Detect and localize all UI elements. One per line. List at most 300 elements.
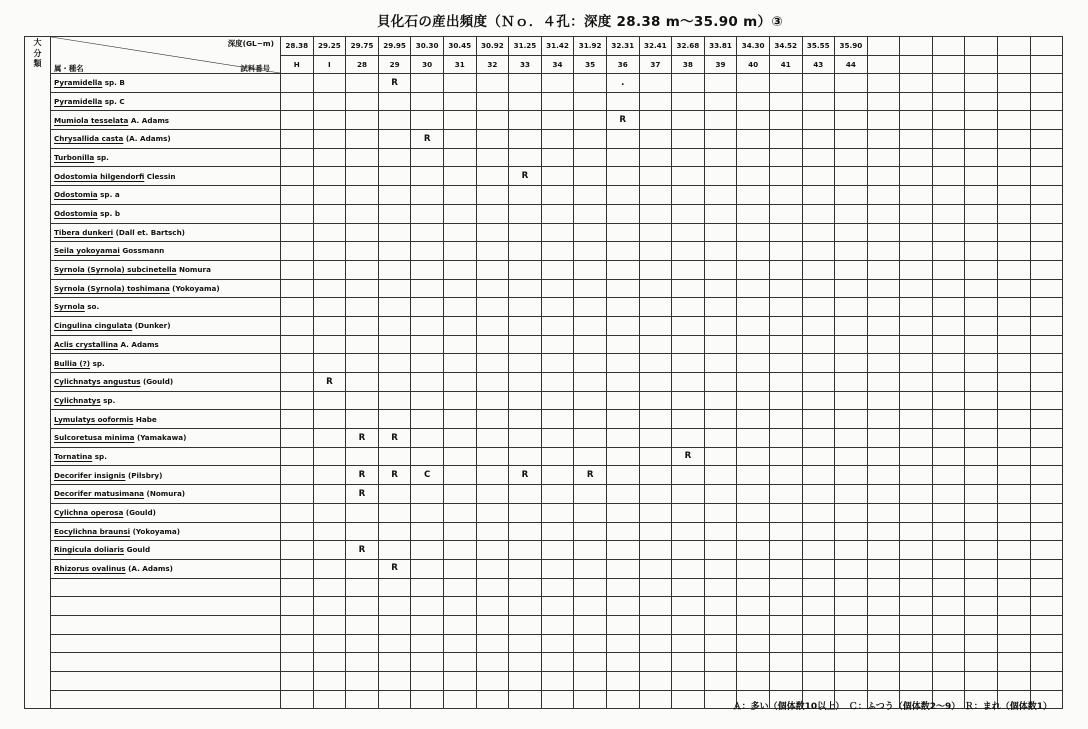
frequency-cell <box>769 223 802 242</box>
frequency-cell: R <box>378 466 411 485</box>
frequency-cell <box>672 148 705 167</box>
frequency-cell <box>476 148 509 167</box>
frequency-cell <box>281 316 314 335</box>
frequency-cell <box>802 335 835 354</box>
frequency-cell <box>672 391 705 410</box>
species-genus: Cylichnatys <box>54 395 101 405</box>
frequency-cell <box>867 204 900 223</box>
frequency-cell <box>672 429 705 448</box>
species-genus: Cingulina cingulata <box>54 321 133 331</box>
frequency-cell <box>867 242 900 261</box>
frequency-cell <box>281 111 314 130</box>
species-author: A. Adams <box>128 115 170 125</box>
frequency-cell <box>509 597 542 616</box>
frequency-cell <box>509 74 542 93</box>
frequency-cell <box>606 503 639 522</box>
species-row <box>25 429 1063 448</box>
frequency-cell <box>998 485 1031 504</box>
frequency-cell <box>998 279 1031 298</box>
frequency-cell <box>769 167 802 186</box>
frequency-cell <box>574 186 607 205</box>
frequency-cell <box>802 672 835 691</box>
frequency-cell <box>802 260 835 279</box>
frequency-cell <box>476 92 509 111</box>
depth-cell: 35.55 <box>802 37 835 56</box>
frequency-cell <box>606 204 639 223</box>
frequency-cell <box>802 130 835 149</box>
species-author: Gossmann <box>119 246 165 256</box>
species-name <box>51 429 281 448</box>
species-row <box>25 148 1063 167</box>
frequency-cell <box>900 316 933 335</box>
frequency-cell <box>509 148 542 167</box>
frequency-cell <box>541 92 574 111</box>
frequency-cell <box>476 466 509 485</box>
depth-label: 深度(GL−m) <box>227 39 274 48</box>
frequency-cell <box>1030 204 1063 223</box>
frequency-cell <box>476 204 509 223</box>
frequency-cell <box>476 634 509 653</box>
frequency-cell <box>769 74 802 93</box>
frequency-cell <box>672 167 705 186</box>
frequency-cell <box>574 242 607 261</box>
frequency-cell <box>346 597 379 616</box>
frequency-cell <box>900 354 933 373</box>
frequency-cell <box>476 503 509 522</box>
species-genus: Cylichnatys angustus <box>54 377 141 387</box>
species-row <box>25 672 1063 691</box>
frequency-cell <box>639 130 672 149</box>
frequency-cell <box>443 204 476 223</box>
frequency-cell <box>378 541 411 560</box>
frequency-cell <box>411 242 444 261</box>
frequency-cell <box>346 503 379 522</box>
frequency-cell <box>574 130 607 149</box>
frequency-cell <box>281 223 314 242</box>
frequency-cell <box>476 74 509 93</box>
frequency-cell <box>802 559 835 578</box>
frequency-cell <box>835 92 868 111</box>
frequency-cell <box>574 597 607 616</box>
frequency-cell <box>672 653 705 672</box>
frequency-cell <box>965 522 998 541</box>
frequency-cell <box>704 111 737 130</box>
frequency-cell <box>509 92 542 111</box>
frequency-cell <box>998 429 1031 448</box>
frequency-cell <box>541 260 574 279</box>
frequency-cell <box>900 111 933 130</box>
frequency-cell <box>574 373 607 392</box>
frequency-cell <box>998 186 1031 205</box>
species-row <box>25 373 1063 392</box>
frequency-cell <box>704 130 737 149</box>
depth-cell: 28.38 <box>281 37 314 56</box>
species-name <box>51 111 281 130</box>
frequency-cell <box>606 186 639 205</box>
frequency-cell <box>998 447 1031 466</box>
species-genus: Syrnola (Syrnola) subcinetella <box>54 265 177 275</box>
frequency-cell <box>737 111 770 130</box>
frequency-cell <box>998 373 1031 392</box>
frequency-cell <box>639 429 672 448</box>
sample-number-cell: 31 <box>443 55 476 74</box>
sample-number-cell: 34 <box>541 55 574 74</box>
species-name <box>51 391 281 410</box>
frequency-cell <box>574 335 607 354</box>
frequency-cell <box>672 559 705 578</box>
frequency-cell <box>346 447 379 466</box>
species-name <box>51 615 281 634</box>
frequency-cell <box>802 167 835 186</box>
frequency-cell <box>900 503 933 522</box>
frequency-cell <box>574 410 607 429</box>
species-name <box>51 74 281 93</box>
frequency-cell <box>769 522 802 541</box>
frequency-cell <box>313 485 346 504</box>
frequency-cell <box>411 690 444 709</box>
frequency-cell <box>574 148 607 167</box>
frequency-cell <box>378 634 411 653</box>
frequency-cell <box>998 204 1031 223</box>
frequency-cell <box>443 410 476 429</box>
frequency-cell <box>541 522 574 541</box>
frequency-cell <box>737 578 770 597</box>
frequency-cell <box>443 242 476 261</box>
frequency-cell <box>965 260 998 279</box>
frequency-cell <box>541 466 574 485</box>
frequency-cell <box>346 74 379 93</box>
frequency-cell <box>443 260 476 279</box>
frequency-cell <box>932 522 965 541</box>
frequency-cell <box>704 391 737 410</box>
frequency-cell <box>443 634 476 653</box>
frequency-cell <box>900 672 933 691</box>
species-genus: Chrysallida casta <box>54 134 124 144</box>
frequency-cell <box>998 503 1031 522</box>
species-author: (A. Adams) <box>125 564 173 574</box>
species-genus: Mumiola tesselata <box>54 115 129 125</box>
frequency-cell <box>965 316 998 335</box>
frequency-cell <box>443 148 476 167</box>
frequency-cell <box>313 316 346 335</box>
frequency-cell <box>639 242 672 261</box>
frequency-cell <box>769 373 802 392</box>
sample-number-cell: 36 <box>606 55 639 74</box>
frequency-cell <box>932 92 965 111</box>
species-author: so. <box>84 302 100 312</box>
frequency-cell <box>900 653 933 672</box>
frequency-cell <box>867 373 900 392</box>
species-name <box>51 92 281 111</box>
sample-number-cell <box>1030 55 1063 74</box>
frequency-cell <box>737 223 770 242</box>
frequency-cell <box>476 672 509 691</box>
frequency-cell <box>769 204 802 223</box>
species-author: (Dunker) <box>132 321 171 331</box>
frequency-cell <box>835 429 868 448</box>
frequency-cell <box>443 186 476 205</box>
frequency-cell <box>639 672 672 691</box>
frequency-cell <box>835 597 868 616</box>
frequency-cell <box>574 391 607 410</box>
frequency-cell <box>476 447 509 466</box>
frequency-cell <box>835 74 868 93</box>
frequency-cell <box>509 316 542 335</box>
frequency-cell <box>867 653 900 672</box>
species-row <box>25 503 1063 522</box>
frequency-cell <box>378 167 411 186</box>
depth-cell: 34.52 <box>769 37 802 56</box>
frequency-cell <box>672 410 705 429</box>
frequency-cell <box>378 690 411 709</box>
frequency-cell <box>802 429 835 448</box>
species-name <box>51 373 281 392</box>
species-row <box>25 316 1063 335</box>
frequency-cell <box>1030 672 1063 691</box>
frequency-cell <box>802 597 835 616</box>
species-author: sp. <box>94 152 109 162</box>
species-row <box>25 167 1063 186</box>
sample-number-cell <box>900 55 933 74</box>
frequency-cell <box>346 316 379 335</box>
frequency-cell <box>998 597 1031 616</box>
frequency-cell <box>672 485 705 504</box>
frequency-cell <box>639 522 672 541</box>
frequency-cell <box>476 615 509 634</box>
species-author: Clessin <box>144 171 176 181</box>
frequency-cell <box>867 578 900 597</box>
frequency-cell <box>965 92 998 111</box>
frequency-cell <box>1030 466 1063 485</box>
frequency-cell <box>769 298 802 317</box>
species-name <box>51 335 281 354</box>
species-name <box>51 541 281 560</box>
frequency-cell <box>835 242 868 261</box>
species-author: sp. b <box>97 209 120 219</box>
frequency-cell <box>313 223 346 242</box>
species-genus: Turbonilla <box>54 152 95 162</box>
frequency-cell <box>998 242 1031 261</box>
frequency-cell <box>346 615 379 634</box>
frequency-cell <box>606 279 639 298</box>
frequency-cell <box>281 260 314 279</box>
frequency-cell <box>476 690 509 709</box>
frequency-cell <box>541 148 574 167</box>
species-row <box>25 223 1063 242</box>
frequency-cell <box>281 690 314 709</box>
frequency-cell <box>639 279 672 298</box>
frequency-cell <box>639 354 672 373</box>
frequency-cell <box>932 354 965 373</box>
frequency-cell <box>639 186 672 205</box>
frequency-cell <box>639 373 672 392</box>
frequency-cell <box>639 503 672 522</box>
frequency-cell <box>867 186 900 205</box>
frequency-cell <box>965 447 998 466</box>
frequency-cell <box>476 186 509 205</box>
frequency-cell <box>509 354 542 373</box>
species-genus: Decorifer insignis <box>54 470 126 480</box>
frequency-cell <box>378 522 411 541</box>
frequency-cell <box>313 559 346 578</box>
frequency-cell <box>802 74 835 93</box>
frequency-cell <box>998 522 1031 541</box>
frequency-cell <box>900 148 933 167</box>
frequency-cell <box>835 148 868 167</box>
frequency-cell <box>900 92 933 111</box>
frequency-cell <box>574 447 607 466</box>
frequency-cell <box>281 541 314 560</box>
sample-number-cell: 33 <box>509 55 542 74</box>
frequency-cell <box>704 485 737 504</box>
frequency-cell <box>769 410 802 429</box>
species-row <box>25 597 1063 616</box>
depth-cell: 30.30 <box>411 37 444 56</box>
frequency-cell <box>737 485 770 504</box>
species-genus: Rhizorus ovalinus <box>54 564 126 574</box>
species-genus: Odostomia <box>54 190 98 200</box>
frequency-cell <box>835 485 868 504</box>
frequency-cell <box>867 391 900 410</box>
frequency-cell <box>704 260 737 279</box>
frequency-cell <box>998 298 1031 317</box>
frequency-cell <box>346 354 379 373</box>
frequency-cell <box>476 578 509 597</box>
frequency-cell <box>769 672 802 691</box>
species-name <box>51 597 281 616</box>
frequency-cell <box>443 279 476 298</box>
frequency-cell <box>281 634 314 653</box>
sample-number-cell: 39 <box>704 55 737 74</box>
species-author: (Yokoyama) <box>169 283 220 293</box>
species-row <box>25 130 1063 149</box>
frequency-cell <box>1030 223 1063 242</box>
depth-cell: 30.45 <box>443 37 476 56</box>
species-name <box>51 410 281 429</box>
frequency-cell <box>281 466 314 485</box>
frequency-cell <box>704 223 737 242</box>
species-genus: Pyramidella <box>54 78 103 88</box>
frequency-cell <box>606 260 639 279</box>
frequency-cell <box>411 672 444 691</box>
frequency-cell <box>639 260 672 279</box>
frequency-cell <box>574 690 607 709</box>
frequency-cell <box>574 92 607 111</box>
frequency-cell <box>574 541 607 560</box>
frequency-cell <box>378 335 411 354</box>
frequency-cell <box>769 260 802 279</box>
frequency-cell <box>867 148 900 167</box>
frequency-cell <box>411 335 444 354</box>
frequency-cell <box>835 279 868 298</box>
frequency-cell <box>346 578 379 597</box>
frequency-cell <box>802 279 835 298</box>
frequency-cell <box>1030 447 1063 466</box>
frequency-cell <box>769 578 802 597</box>
frequency-cell <box>1030 130 1063 149</box>
frequency-cell <box>443 541 476 560</box>
species-row <box>25 279 1063 298</box>
frequency-cell <box>476 485 509 504</box>
frequency-cell <box>932 391 965 410</box>
species-genus: Tornatina <box>54 451 93 461</box>
depth-cell: 35.90 <box>835 37 868 56</box>
frequency-cell <box>737 130 770 149</box>
frequency-cell <box>313 447 346 466</box>
species-row <box>25 111 1063 130</box>
frequency-cell <box>574 672 607 691</box>
frequency-cell <box>346 690 379 709</box>
frequency-cell <box>802 92 835 111</box>
frequency-cell <box>737 279 770 298</box>
frequency-cell <box>965 653 998 672</box>
frequency-cell <box>509 260 542 279</box>
frequency-cell <box>932 279 965 298</box>
frequency-cell <box>802 391 835 410</box>
species-genus: Syrnola <box>54 302 85 312</box>
frequency-cell: R <box>672 447 705 466</box>
frequency-cell <box>606 466 639 485</box>
frequency-cell <box>378 223 411 242</box>
depth-cell: 31.25 <box>509 37 542 56</box>
frequency-cell <box>867 541 900 560</box>
frequency-cell <box>672 316 705 335</box>
frequency-cell <box>346 373 379 392</box>
frequency-cell <box>443 316 476 335</box>
frequency-cell <box>672 541 705 560</box>
frequency-cell <box>541 335 574 354</box>
frequency-cell <box>443 429 476 448</box>
frequency-cell <box>541 597 574 616</box>
frequency-cell <box>313 167 346 186</box>
frequency-cell <box>867 223 900 242</box>
frequency-cell <box>509 690 542 709</box>
species-author: (Yokoyama) <box>130 526 181 536</box>
frequency-cell <box>704 615 737 634</box>
frequency-cell <box>281 74 314 93</box>
frequency-cell: . <box>606 74 639 93</box>
frequency-cell <box>411 186 444 205</box>
frequency-cell <box>704 186 737 205</box>
frequency-cell <box>737 354 770 373</box>
frequency-cell <box>998 466 1031 485</box>
frequency-cell <box>965 223 998 242</box>
frequency-cell <box>737 466 770 485</box>
species-author: Habe <box>133 414 157 424</box>
sample-number-cell: 29 <box>378 55 411 74</box>
frequency-cell <box>411 559 444 578</box>
frequency-cell <box>346 410 379 429</box>
frequency-cell <box>313 92 346 111</box>
frequency-cell <box>541 391 574 410</box>
frequency-cell <box>541 503 574 522</box>
species-name <box>51 485 281 504</box>
frequency-cell <box>835 503 868 522</box>
sample-number-cell: 41 <box>769 55 802 74</box>
frequency-cell <box>932 559 965 578</box>
frequency-cell <box>998 223 1031 242</box>
frequency-cell <box>932 466 965 485</box>
species-genus: Ringicula doliaris <box>54 545 125 555</box>
frequency-cell <box>932 74 965 93</box>
species-author: sp. C <box>102 96 125 106</box>
frequency-cell <box>1030 354 1063 373</box>
header-row-depth <box>25 37 1063 56</box>
depth-cell: 29.25 <box>313 37 346 56</box>
frequency-cell <box>639 391 672 410</box>
frequency-cell <box>313 410 346 429</box>
frequency-cell <box>313 503 346 522</box>
